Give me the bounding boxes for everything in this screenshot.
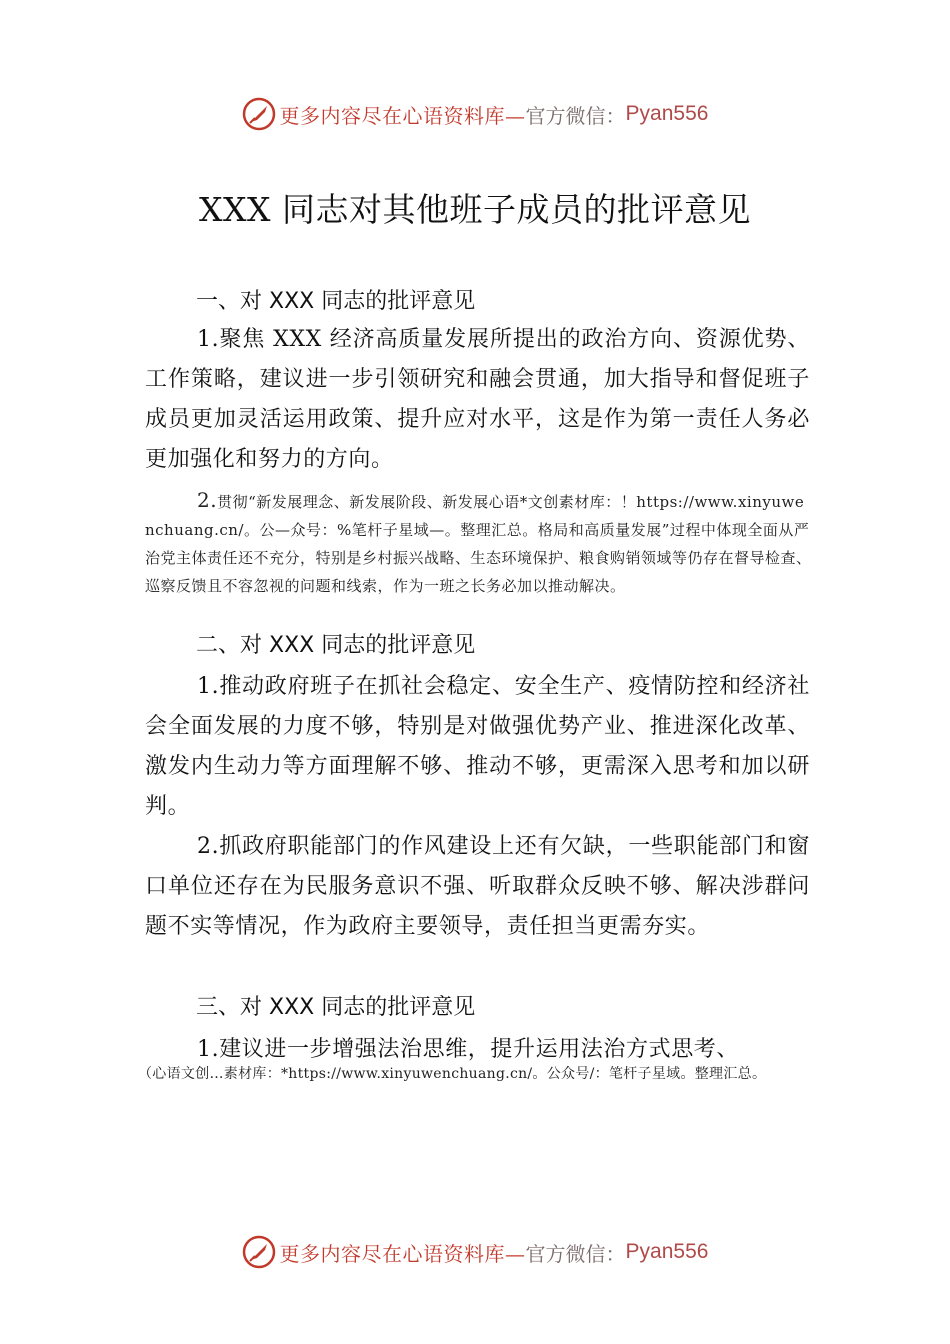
banner-text: 更多内容尽在心语资料库— (279, 103, 526, 128)
section-1-item-2-number: 2. (197, 488, 218, 512)
footer-banner (0, 1232, 950, 1272)
section-1-heading: 一、对 XXX 同志的批评意见 (196, 289, 476, 314)
section-1-item-2 (145, 486, 813, 600)
header-banner (0, 94, 950, 134)
footnote: （心语文创…素材库：*https://www.xinyuwenchuang.cn/。公众号/：笔杆子星域。整理汇总。 (138, 1066, 767, 1082)
banner-text: 更多内容尽在心语资料库— (279, 1241, 526, 1266)
banner-wechat-label: 官方微信： (525, 103, 626, 128)
section-1-item-2-text: 贯彻“新发展理念、新发展阶段、新发展心语*文创素材库：！https://www.xinyuwenchuang.cn/。公—众号：%笔杆子星域—。整理汇总。格局和高质量发展”过程中体现全面从严治党主体责任还不充分，特别是乡村振兴战略、生态环境保护、粮食购销领域等仍存在督导检查、巡察反馈且不容忽视的问题和线索，作为一班之长务必加以推动解决。 (145, 493, 812, 595)
banner-wechat-label: 官方微信： (525, 1241, 626, 1266)
section-2-item-1: 1.推动政府班子在抓社会稳定、安全生产、疫情防控和经济社会全面发展的力度不够，特别是对做强优势产业、推进深化改革、激发内生动力等方面理解不够、推动不够，更需深入思考和加以研判。 (145, 674, 810, 819)
banner-wechat-id: Pyan556 (625, 1240, 709, 1263)
section-2-item-2: 2.抓政府职能部门的作风建设上还有欠缺，一些职能部门和窗口单位还存在为民服务意识不强、听取群众反映不够、解决涉群问题不实等情况，作为政府主要领导，责任担当更需夯实。 (145, 834, 810, 939)
section-2-heading: 二、对 XXX 同志的批评意见 (196, 633, 476, 658)
section-1-item-1: 1.聚焦 XXX 经济高质量发展所提出的政治方向、资源优势、工作策略，建议进一步引领研究和融会贯通，加大指导和督促班子成员更加灵活运用政策、提升应对水平，这是作为第一责任人务必更加强化和努力的方向。 (145, 327, 810, 472)
quill-logo-icon (242, 1235, 276, 1269)
document-title: XXX 同志对其他班子成员的批评意见 (199, 190, 751, 229)
quill-logo-icon (242, 97, 276, 131)
section-3-item-1: 1.建议进一步增强法治思维，提升运用法治方式思考、 (197, 1037, 739, 1062)
section-3-heading: 三、对 XXX 同志的批评意见 (196, 995, 476, 1020)
banner-wechat-id: Pyan556 (625, 102, 709, 125)
